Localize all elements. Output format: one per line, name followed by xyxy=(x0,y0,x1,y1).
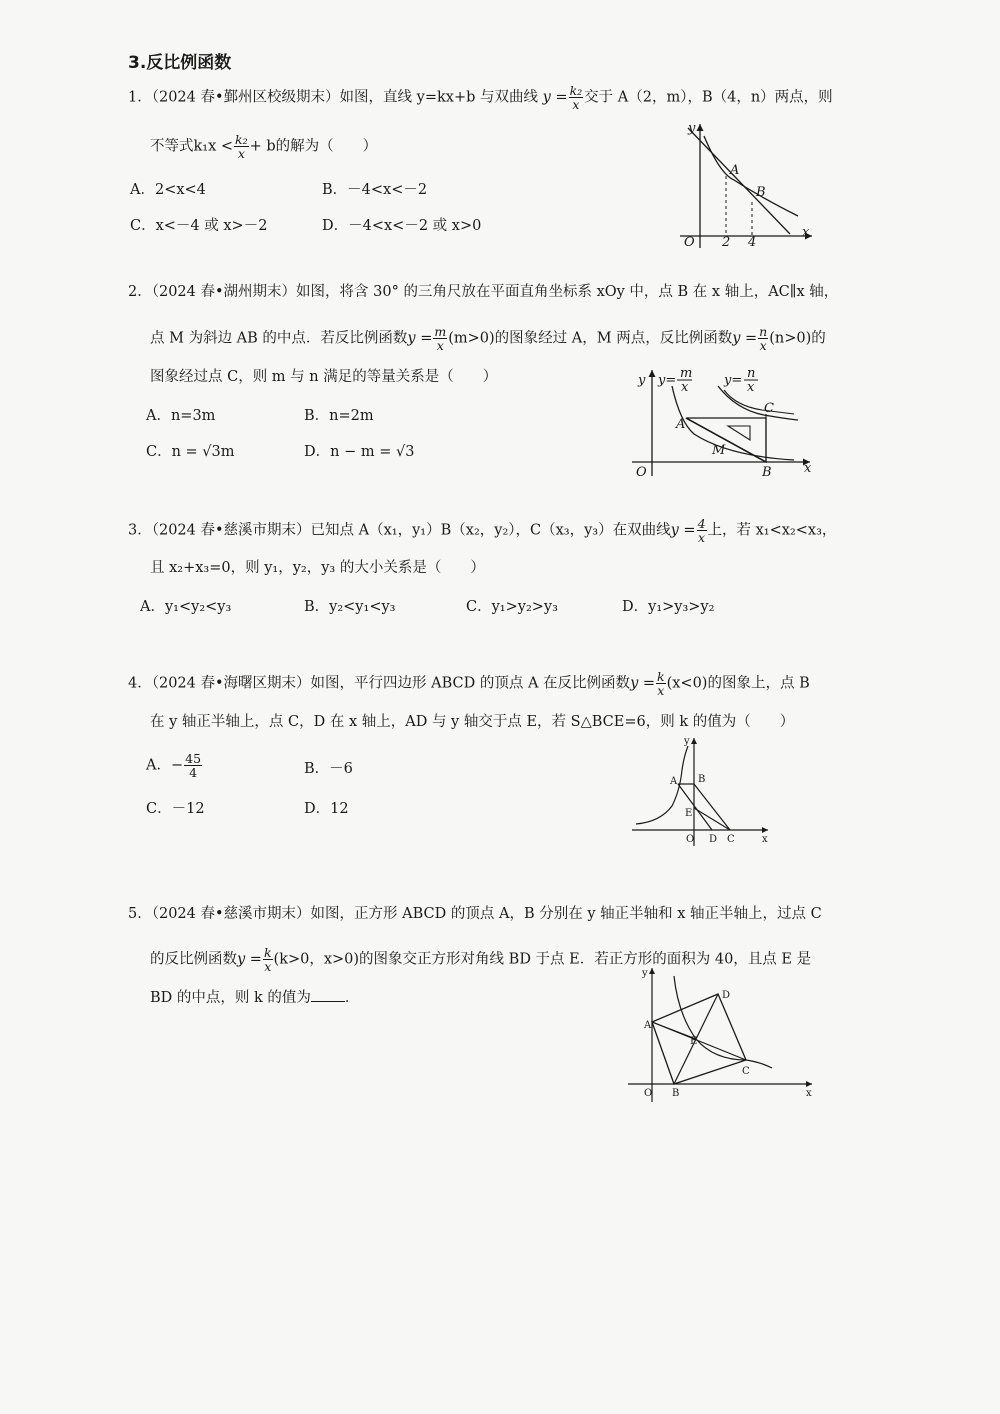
q4-fig-x-label: x xyxy=(762,834,768,845)
q4-lhs: y = xyxy=(630,675,656,692)
q4-fig-point-d: D xyxy=(709,834,718,845)
q2-fig-point-b: B xyxy=(762,465,772,480)
q5-stem-text-c: BD 的中点，则 k 的值为 xyxy=(150,990,311,1006)
q2-option-a[interactable]: A．n=3m xyxy=(146,408,216,424)
q4-figure xyxy=(630,734,775,850)
q2-fig-x-label: x xyxy=(804,461,812,476)
q5-fig-point-a: A xyxy=(644,1020,652,1031)
q1-fig-origin: O xyxy=(684,235,695,250)
q5-fig-point-d: D xyxy=(722,990,731,1001)
q5-stem-text-d: ． xyxy=(344,990,360,1006)
q5-fig-origin: O xyxy=(644,1088,653,1099)
q3-stem-text-b: 上，若 x₁<x₂<x₃， xyxy=(707,522,837,539)
q2-fig-f2-lhs: y= xyxy=(724,373,743,388)
q2-fig-y-label: y xyxy=(638,373,646,388)
q2-stem-text-a: 点 M 为斜边 AB 的中点．若反比例函数 xyxy=(150,330,408,347)
q2-fig-f1-num: m xyxy=(680,366,693,381)
q2-f2-lhs: y = xyxy=(732,330,758,347)
q1-figure xyxy=(672,118,822,250)
q5-stem-text-b: (k>0，x>0)的图象交正方形对角线 BD 于点 E．若正方形的面积为 40，且点 E 是 xyxy=(273,951,812,968)
q1-option-a[interactable]: A．2<x<4 xyxy=(130,182,206,198)
q1-fig-point-b: B xyxy=(756,185,766,200)
q1-option-d[interactable]: D．－4<x<－2 或 x>0 xyxy=(322,218,482,234)
q3-stem-text-a: 3．（2024 春•慈溪市期末）已知点 A（x₁，y₁）B（x₂，y₂），C（x₃，y₃）在双曲线 xyxy=(128,522,671,539)
q3-option-b[interactable]: B．y₂<y₁<y₃ xyxy=(304,599,396,615)
q2-fig-f1-den: x xyxy=(681,380,689,395)
q4-option-b[interactable]: B．－6 xyxy=(304,761,353,777)
q1-stem-tail: 交于 A（2，m），B（4，n）两点，则 xyxy=(584,89,833,106)
q5-stem-line1: 5．（2024 春•慈溪市期末）如图，正方形 ABCD 的顶点 A，B 分别在 y 轴正半轴和 x 轴正半轴上，过点 C xyxy=(128,906,822,922)
q2-fig-f1-lhs: y= xyxy=(658,373,677,388)
q2-f2-fraction: $\frac{n}{x}$ xyxy=(759,324,768,353)
q2-fig-origin: O xyxy=(636,465,647,480)
q5-stem-line3 xyxy=(150,988,359,1008)
q4-fig-point-c: C xyxy=(727,834,735,845)
q1-fig-tick-2: 2 xyxy=(722,235,731,250)
q4-stem-line1 xyxy=(128,670,810,697)
q4-fig-point-a: A xyxy=(670,776,678,787)
q1-fig-y-label: y xyxy=(688,121,696,136)
q5-fig-point-c: C xyxy=(742,1066,750,1077)
q2-f1-fraction: $\frac{m}{x}$ xyxy=(434,324,447,353)
q1-inequality-post: + b的解为（ ） xyxy=(249,138,378,155)
q1-stem-line2 xyxy=(150,133,377,160)
q1-inequality-pre: 不等式k₁x < xyxy=(150,138,234,155)
q1-hyper-lhs: y = xyxy=(542,89,568,106)
q2-stem-line1: 2．（2024 春•湖州期末）如图，将含 30° 的三角尺放在平面直角坐标系 xOy 中，点 B 在 x 轴上，AC∥x 轴， xyxy=(128,284,839,300)
q5-answer-blank[interactable] xyxy=(311,1001,345,1002)
q3-option-c[interactable]: C．y₁>y₂>y₃ xyxy=(466,599,558,615)
q1-inequality-fraction: $\frac{\text{k₂}}{x}$ xyxy=(235,132,248,161)
q5-fig-y-label: y xyxy=(642,968,648,979)
q1-option-b[interactable]: B．－4<x<－2 xyxy=(322,182,428,198)
q4-stem-line2: 在 y 轴正半轴上，点 C，D 在 x 轴上，AD 与 y 轴交于点 E，若 S△BCE=6，则 k 的值为（ ） xyxy=(150,714,795,730)
q2-figure xyxy=(628,364,818,482)
q4-stem-text-a: 4．（2024 春•海曙区期末）如图，平行四边形 ABCD 的顶点 A 在反比例函数 xyxy=(128,675,631,692)
q4-fig-point-e: E xyxy=(685,808,693,819)
q2-stem-text-c: (n>0)的 xyxy=(769,330,826,347)
q5-fig-point-b: B xyxy=(672,1088,680,1099)
q2-option-c[interactable]: C．n = √3m xyxy=(146,444,235,460)
q2-option-d[interactable]: D．n − m = √3 xyxy=(304,444,415,460)
q1-fig-x-label: x xyxy=(802,225,810,240)
q4-option-a[interactable]: A．− $\frac{45}{4}$ xyxy=(146,751,202,780)
q4-fig-origin: O xyxy=(686,834,695,845)
q3-lhs: y = xyxy=(670,522,696,539)
q4-stem-text-b: (x<0)的图象上，点 B xyxy=(666,675,810,692)
q4-fig-point-b: B xyxy=(698,774,706,785)
section-title: 3.反比例函数 xyxy=(128,53,232,73)
q3-option-d[interactable]: D．y₁>y₃>y₂ xyxy=(622,599,715,615)
q2-stem-text-b: (m>0)的图象经过 A，M 两点，反比例函数 xyxy=(448,330,733,347)
q1-stem-text: 1．（2024 春•鄞州区校级期末）如图，直线 y=kx+b 与双曲线 xyxy=(128,89,538,106)
q3-stem-line2: 且 x₂+x₃=0，则 y₁，y₂，y₃ 的大小关系是（ ） xyxy=(150,560,485,576)
q2-f1-lhs: y = xyxy=(407,330,433,347)
q2-stem-line2 xyxy=(150,325,826,352)
q3-stem-line1 xyxy=(128,517,836,544)
q1-option-c[interactable]: C．x<－4 或 x>－2 xyxy=(130,218,268,234)
q4-option-d[interactable]: D．12 xyxy=(304,801,349,817)
q1-stem-line1 xyxy=(128,84,833,111)
q4-fig-y-label: y xyxy=(684,736,690,747)
q5-lhs: y = xyxy=(237,951,262,968)
q5-fig-x-label: x xyxy=(806,1088,812,1099)
q5-stem-text-a: 的反比例函数 xyxy=(150,951,237,968)
q3-option-a[interactable]: A．y₁<y₂<y₃ xyxy=(140,599,232,615)
q2-fig-point-m: M xyxy=(712,443,726,458)
q1-fig-tick-4: 4 xyxy=(748,235,757,250)
q1-hyper-fraction: $\frac{\text{k₂}}{x}$ xyxy=(569,83,583,112)
q2-fig-point-c: C xyxy=(764,401,774,416)
q5-fraction: $\frac{k}{x}$ xyxy=(263,945,272,974)
q4-option-c[interactable]: C．－12 xyxy=(146,801,205,817)
q3-fraction: $\frac{4}{x}$ xyxy=(697,516,706,545)
q4-option-a-fraction: $\frac{45}{4}$ xyxy=(185,751,202,780)
q2-fig-f2-num: n xyxy=(747,366,756,381)
q5-figure xyxy=(628,962,818,1104)
q4-fraction: $\frac{k}{x}$ xyxy=(657,669,665,698)
q2-option-b[interactable]: B．n=2m xyxy=(304,408,374,424)
q1-fig-point-a: A xyxy=(730,163,740,178)
q2-fig-f2-den: x xyxy=(747,380,755,395)
q2-stem-line3: 图象经过点 C，则 m 与 n 满足的等量关系是（ ） xyxy=(150,369,498,385)
q2-fig-point-a: A xyxy=(676,417,686,432)
q5-fig-point-e: E xyxy=(690,1036,698,1047)
